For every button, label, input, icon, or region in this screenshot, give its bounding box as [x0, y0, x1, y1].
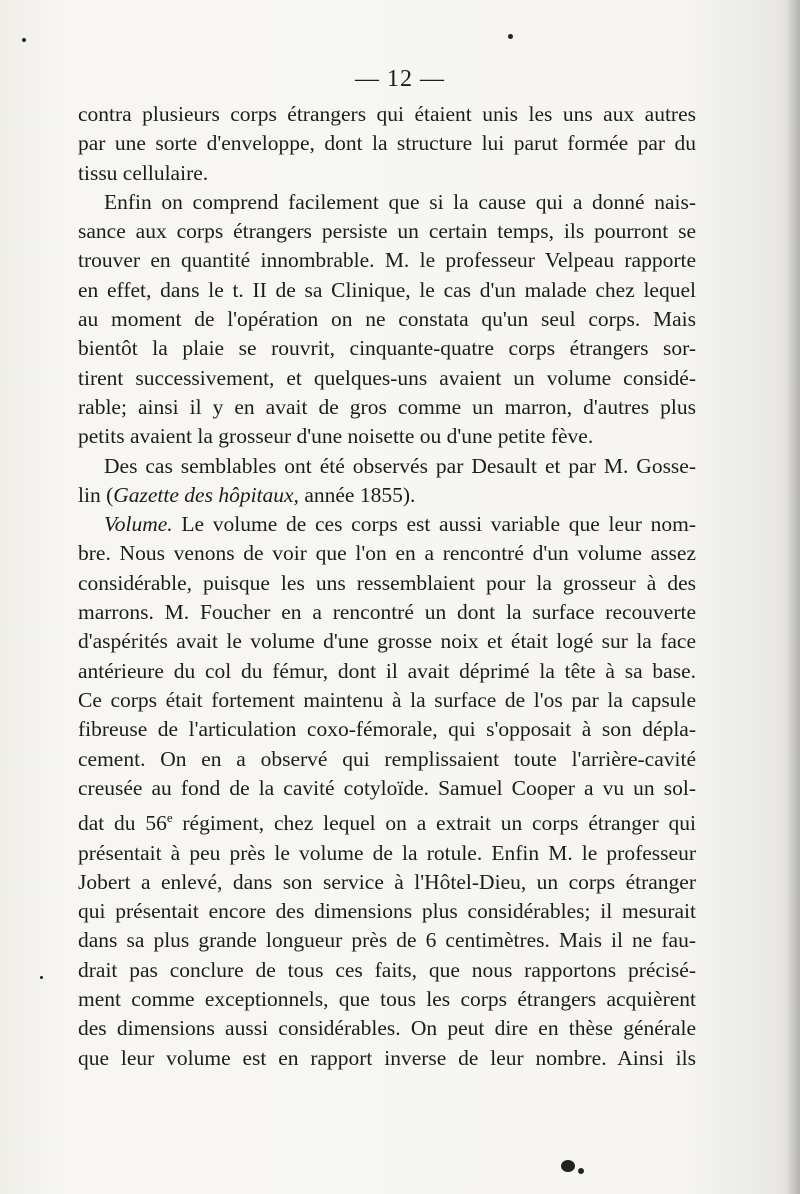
- text-line: tissu cellulaire.: [78, 160, 209, 185]
- text-line: considérable, puisque les uns ressemblaient pour la grosseur à des: [78, 570, 696, 595]
- text-line: bre. Nous venons de voir que l'on en a rencontré d'un volume assez: [78, 541, 696, 566]
- text-line: [78, 510, 696, 539]
- text-line: antérieure du col du fémur, dont il avait déprimé la tête à sa base.: [78, 658, 696, 683]
- text-line: en effet, dans le t. II de sa Clinique, le cas d'un malade chez lequel: [78, 277, 696, 302]
- text-line: petits avaient la grosseur d'une noisette ou d'une petite fève.: [78, 424, 594, 449]
- ink-speck: [561, 1160, 575, 1172]
- text-line: [78, 803, 696, 838]
- paragraph-3: [78, 452, 696, 511]
- text-line: tirent successivement, et quelques-uns avaient un volume considé-: [78, 365, 696, 390]
- text-line: au moment de l'opération on ne constata qu'un seul corps. Mais: [78, 307, 696, 332]
- text-line: d'aspérités avait le volume d'une grosse noix et était logé sur la face: [78, 629, 696, 654]
- text-line: dans sa plus grande longueur près de 6 centimètres. Mais il ne fau-: [78, 928, 696, 953]
- text-line: par une sorte d'enveloppe, dont la structure lui parut formée par du: [78, 131, 696, 156]
- page-edge-shadow: [786, 0, 800, 1194]
- ink-speck: [40, 976, 43, 979]
- text-line: présentait à peu près le volume de la rotule. Enfin M. le professeur: [78, 840, 696, 865]
- ink-speck: [578, 1168, 584, 1174]
- body-text: [78, 100, 696, 1073]
- text-line: [78, 481, 696, 510]
- paragraph-4: [78, 510, 696, 1073]
- text-line: trouver en quantité innombrable. M. le professeur Velpeau rapporte: [78, 248, 696, 273]
- text-line: Des cas semblables ont été observés par Desault et par M. Gosse-: [104, 453, 696, 478]
- text-line: bientôt la plaie se rouvrit, cinquante-quatre corps étrangers sor-: [78, 336, 696, 361]
- text-line: contra plusieurs corps étrangers qui étaient unis les uns aux autres: [78, 102, 696, 126]
- ink-speck: [508, 34, 513, 39]
- text-line: qui présentait encore des dimensions plus considérables; il mesurait: [78, 899, 696, 924]
- text-segment: Le volume de ces corps est aussi variable que leur nom-: [172, 512, 696, 537]
- text-line: marrons. M. Foucher en a rencontré un dont la surface recouverte: [78, 600, 696, 625]
- text-segment: dat du 56: [78, 811, 167, 836]
- text-line: Ce corps était fortement maintenu à la surface de l'os par la capsule: [78, 687, 696, 712]
- text-line: cement. On en a observé qui remplissaient toute l'arrière-cavité: [78, 746, 696, 771]
- text-segment: lin (: [78, 482, 114, 507]
- text-line: ment comme exceptionnels, que tous les corps étrangers acquièrent: [78, 987, 696, 1012]
- journal-title: Gazette des hôpitaux,: [113, 482, 299, 507]
- text-line: que leur volume est en rapport inverse de leur nombre. Ainsi ils: [78, 1045, 696, 1070]
- text-line: sance aux corps étrangers persiste un certain temps, ils pourront se: [78, 219, 696, 244]
- section-heading: Volume.: [104, 512, 173, 537]
- text-line: drait pas conclure de tous ces faits, que nous rapportons précisé-: [78, 957, 696, 982]
- text-segment: régiment, chez lequel on a extrait un corps étranger qui: [172, 811, 696, 836]
- page-number: — 12 —: [355, 66, 445, 92]
- paragraph-1: [78, 100, 696, 188]
- ink-speck: [22, 38, 26, 42]
- text-line: Enfin on comprend facilement que si la cause qui a donné nais-: [104, 189, 696, 214]
- text-line: rable; ainsi il y en avait de gros comme un marron, d'autres plus: [78, 394, 696, 419]
- paragraph-2: [78, 188, 696, 452]
- text-line: creusée au fond de la cavité cotyloïde. Samuel Cooper a vu un sol-: [78, 775, 696, 800]
- text-segment: année 1855).: [298, 482, 416, 507]
- text-line: des dimensions aussi considérables. On peut dire en thèse générale: [78, 1016, 696, 1041]
- text-line: Jobert a enlevé, dans son service à l'Hôtel-Dieu, un corps étranger: [78, 869, 696, 894]
- superscript: e: [166, 810, 173, 826]
- text-line: fibreuse de l'articulation coxo-fémorale, qui s'opposait à son dépla-: [78, 717, 696, 742]
